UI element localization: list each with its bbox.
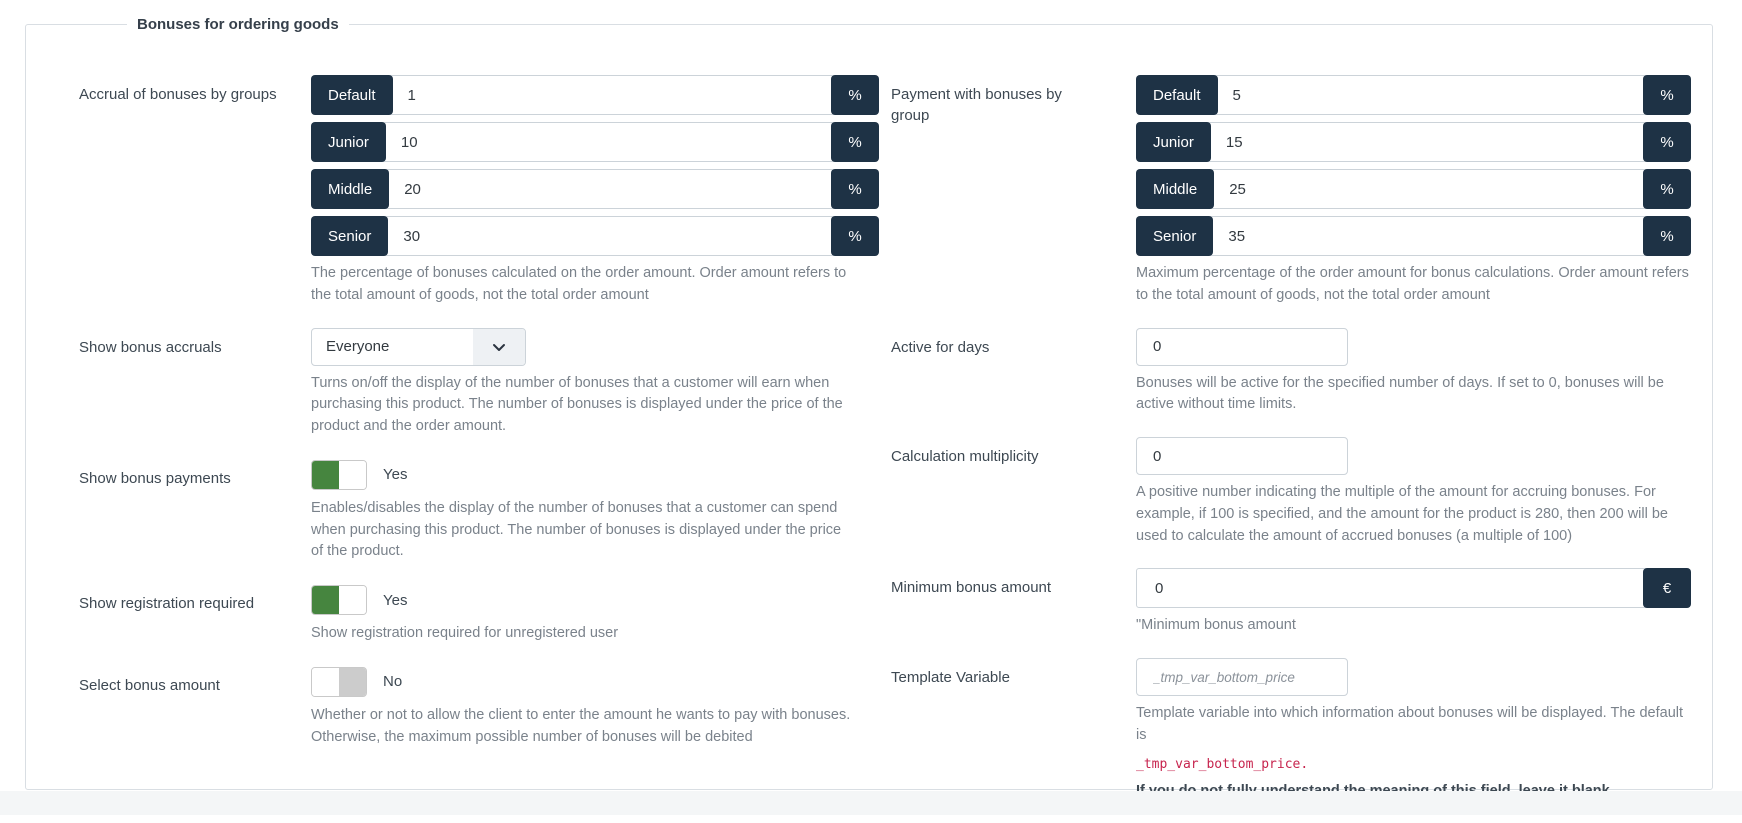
calculation-multiplicity-input[interactable] — [1136, 437, 1348, 475]
select-bonus-amount-row — [79, 666, 879, 749]
minimum-bonus-amount-help: "Minimum bonus amount — [1136, 617, 1296, 634]
euro-suffix-button[interactable]: € — [1643, 568, 1691, 608]
percent-suffix-button[interactable]: % — [831, 216, 879, 256]
group-junior-button[interactable]: Junior — [1136, 122, 1211, 162]
percent-suffix-button[interactable]: % — [831, 169, 879, 209]
active-for-days-row — [891, 328, 1691, 417]
payment-junior-input[interactable] — [1207, 122, 1647, 162]
toggle-state-text: Yes — [383, 466, 408, 484]
payment-by-group-label: Payment with bonuses by group — [891, 86, 1062, 124]
show-registration-required-help: Show registration required for unregistered user — [311, 625, 619, 641]
select-bonus-amount-toggle[interactable] — [311, 667, 367, 697]
minimum-bonus-amount-row — [891, 568, 1691, 637]
accrual-junior-input[interactable] — [382, 122, 835, 162]
accrual-row-middle — [311, 169, 879, 209]
percent-suffix-button[interactable]: % — [1643, 122, 1691, 162]
toggle-state-text: No — [383, 673, 403, 691]
template-variable-input[interactable] — [1136, 658, 1348, 696]
percent-suffix-button[interactable]: % — [1643, 216, 1691, 256]
accrual-middle-input[interactable] — [385, 169, 835, 209]
accrual-row-default — [311, 75, 879, 115]
select-bonus-amount-help: Whether or not to allow the client to enter the amount he wants to pay with bonuses. Otherwise, the maximum possible number of bonuses will be debited — [311, 706, 851, 745]
calculation-multiplicity-help: A positive number indicating the multiple of the amount for accruing bonuses. For example, if 100 is specified, and the amount for the product is 280, then 200 will be used to calculate the amount of accrued bonuses (a multiple of 100) — [1136, 484, 1668, 544]
page-background-strip — [0, 791, 1742, 815]
payment-row-default — [1136, 75, 1691, 115]
group-middle-button[interactable]: Middle — [311, 169, 389, 209]
group-default-button[interactable]: Default — [1136, 75, 1218, 115]
percent-suffix-button[interactable]: % — [831, 75, 879, 115]
group-default-button[interactable]: Default — [311, 75, 393, 115]
accrual-by-groups-row — [79, 75, 879, 307]
accrual-help-text: The percentage of bonuses calculated on the order amount. Order amount refers to the total amount of goods, not the total order amount — [311, 265, 847, 303]
template-variable-row — [891, 658, 1691, 802]
group-junior-button[interactable]: Junior — [311, 122, 386, 162]
accrual-by-groups-label: Accrual of bonuses by groups — [79, 86, 277, 103]
accrual-row-junior — [311, 122, 879, 162]
show-bonus-payments-label: Show bonus payments — [79, 469, 231, 487]
show-bonus-accruals-select[interactable] — [311, 328, 526, 366]
active-for-days-input[interactable] — [1136, 328, 1348, 366]
select-selected-value: Everyone — [326, 338, 390, 355]
payment-default-input[interactable] — [1214, 75, 1647, 115]
group-middle-button[interactable]: Middle — [1136, 169, 1214, 209]
select-bonus-amount-label: Select bonus amount — [79, 676, 220, 694]
payment-row-senior — [1136, 216, 1691, 256]
chevron-down-icon — [473, 329, 525, 365]
accrual-default-input[interactable] — [389, 75, 835, 115]
template-variable-label: Template Variable — [891, 669, 1010, 686]
payment-by-group-row — [891, 75, 1691, 307]
minimum-bonus-amount-label: Minimum bonus amount — [891, 579, 1052, 597]
show-bonus-payments-row — [79, 459, 879, 563]
template-variable-help: Template variable into which information about bonuses will be displayed. The default is — [1136, 705, 1684, 743]
calculation-multiplicity-label: Calculation multiplicity — [891, 448, 1039, 465]
percent-suffix-button[interactable]: % — [831, 122, 879, 162]
calculation-multiplicity-row — [891, 437, 1691, 547]
show-registration-required-toggle[interactable] — [311, 585, 367, 615]
payment-row-junior — [1136, 122, 1691, 162]
toggle-state-text: Yes — [383, 591, 408, 609]
show-bonus-payments-toggle[interactable] — [311, 460, 367, 490]
percent-suffix-button[interactable]: % — [1643, 169, 1691, 209]
bonuses-panel — [25, 16, 1713, 790]
payment-senior-input[interactable] — [1209, 216, 1647, 256]
active-for-days-label: Active for days — [891, 338, 990, 356]
show-registration-required-row — [79, 584, 879, 645]
percent-suffix-button[interactable]: % — [1643, 75, 1691, 115]
left-column — [79, 75, 879, 823]
accrual-senior-input[interactable] — [384, 216, 835, 256]
show-bonus-accruals-row — [79, 328, 879, 438]
active-for-days-help: Bonuses will be active for the specified number of days. If set to 0, bonuses will be active without time limits. — [1136, 374, 1664, 413]
minimum-bonus-amount-group — [1136, 568, 1691, 608]
minimum-bonus-amount-input[interactable] — [1136, 568, 1647, 608]
payment-help-text: Maximum percentage of the order amount for bonus calculations. Order amount refers to the total amount of goods, not the total order amount — [1136, 265, 1689, 303]
show-bonus-payments-help: Enables/disables the display of the number of bonuses that a customer can spend when purchasing this product. The number of bonuses is displayed under the price of the product. — [311, 499, 842, 560]
show-registration-required-label: Show registration required — [79, 595, 255, 612]
payment-middle-input[interactable] — [1210, 169, 1647, 209]
accrual-row-senior — [311, 216, 879, 256]
payment-row-middle — [1136, 169, 1691, 209]
template-variable-code: _tmp_var_bottom_price. — [1136, 756, 1309, 772]
right-column — [891, 75, 1691, 823]
panel-title: Bonuses for ordering goods — [137, 16, 339, 33]
show-bonus-accruals-help: Turns on/off the display of the number of bonuses that a customer will earn when purchasing this product. The number of bonuses is displayed under the price of the product and the order amount. — [311, 374, 843, 434]
group-senior-button[interactable]: Senior — [311, 216, 388, 256]
group-senior-button[interactable]: Senior — [1136, 216, 1213, 256]
show-bonus-accruals-label: Show bonus accruals — [79, 338, 222, 356]
